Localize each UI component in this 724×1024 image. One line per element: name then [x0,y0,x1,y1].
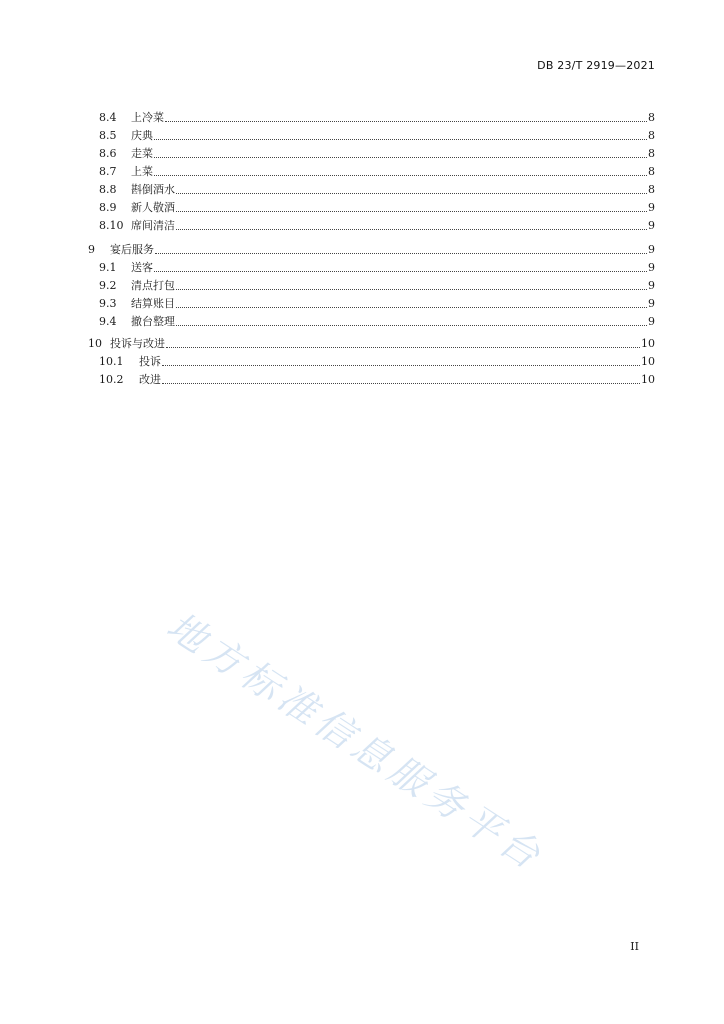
toc-number: 8.8 [99,183,117,196]
toc-entry[interactable] [99,355,655,369]
toc-leader [176,210,647,212]
toc-page: 8 [648,165,655,178]
toc-number: 9 [88,243,95,256]
toc-entry[interactable] [99,165,655,179]
toc-page: 10 [641,337,655,350]
toc-page: 10 [641,373,655,386]
toc-leader [162,382,640,384]
toc-leader [176,324,647,326]
toc-title: 结算账目 [131,297,175,310]
toc-leader [176,192,647,194]
toc-number: 10.2 [99,373,124,386]
toc-entry[interactable] [99,297,655,311]
toc-title: 斟倒酒水 [131,183,175,196]
toc-page: 9 [648,243,655,256]
toc-page: 8 [648,129,655,142]
toc-number: 8.6 [99,147,117,160]
toc-entry[interactable] [88,337,655,351]
toc-page: 8 [648,183,655,196]
toc-number: 10 [88,337,102,350]
toc-title: 庆典 [131,129,153,142]
toc-entry[interactable] [99,373,655,387]
toc-number: 8.9 [99,201,117,214]
toc-title: 投诉与改进 [110,337,165,350]
toc-leader [176,288,647,290]
toc-title: 撤台整理 [131,315,175,328]
toc-entry[interactable] [99,129,655,143]
page-number: II [630,940,639,953]
toc-entry[interactable] [99,111,655,125]
toc-entry[interactable] [99,279,655,293]
toc-leader [166,346,640,348]
toc-leader [155,252,647,254]
toc-title: 走菜 [131,147,153,160]
toc-leader [154,270,647,272]
toc-number: 9.4 [99,315,117,328]
toc-page: 9 [648,219,655,232]
toc-title: 上菜 [131,165,153,178]
toc-title: 上冷菜 [131,111,164,124]
toc-entry[interactable] [99,183,655,197]
toc-page: 9 [648,261,655,274]
document-code: DB 23/T 2919—2021 [537,59,655,72]
toc-title: 改进 [139,373,161,386]
toc-page: 9 [648,297,655,310]
toc-number: 8.10 [99,219,124,232]
toc-page: 9 [648,201,655,214]
toc-number: 8.5 [99,129,117,142]
toc-title: 新人敬酒 [131,201,175,214]
watermark: 地方标准信息服务平台 [159,603,553,881]
toc-entry[interactable] [99,201,655,215]
toc-page: 9 [648,315,655,328]
toc-page: 9 [648,279,655,292]
toc-leader [165,120,647,122]
toc-leader [154,138,647,140]
toc-number: 8.4 [99,111,117,124]
toc-title: 宴后服务 [110,243,154,256]
toc-number: 8.7 [99,165,117,178]
toc-number: 9.1 [99,261,117,274]
toc-number: 9.2 [99,279,117,292]
toc-leader [176,306,647,308]
toc-leader [154,156,647,158]
toc-title: 送客 [131,261,153,274]
toc-title: 投诉 [139,355,161,368]
toc-page: 10 [641,355,655,368]
toc-leader [176,228,647,230]
toc-number: 9.3 [99,297,117,310]
toc-page: 8 [648,147,655,160]
toc-leader [162,364,640,366]
toc-leader [154,174,647,176]
toc-number: 10.1 [99,355,124,368]
toc-entry[interactable] [99,315,655,329]
toc-title: 清点打包 [131,279,175,292]
toc-entry[interactable] [88,243,655,257]
toc-entry[interactable] [99,147,655,161]
toc-page: 8 [648,111,655,124]
toc-entry[interactable] [99,261,655,275]
toc-entry[interactable] [99,219,655,233]
toc-title: 席间清洁 [131,219,175,232]
